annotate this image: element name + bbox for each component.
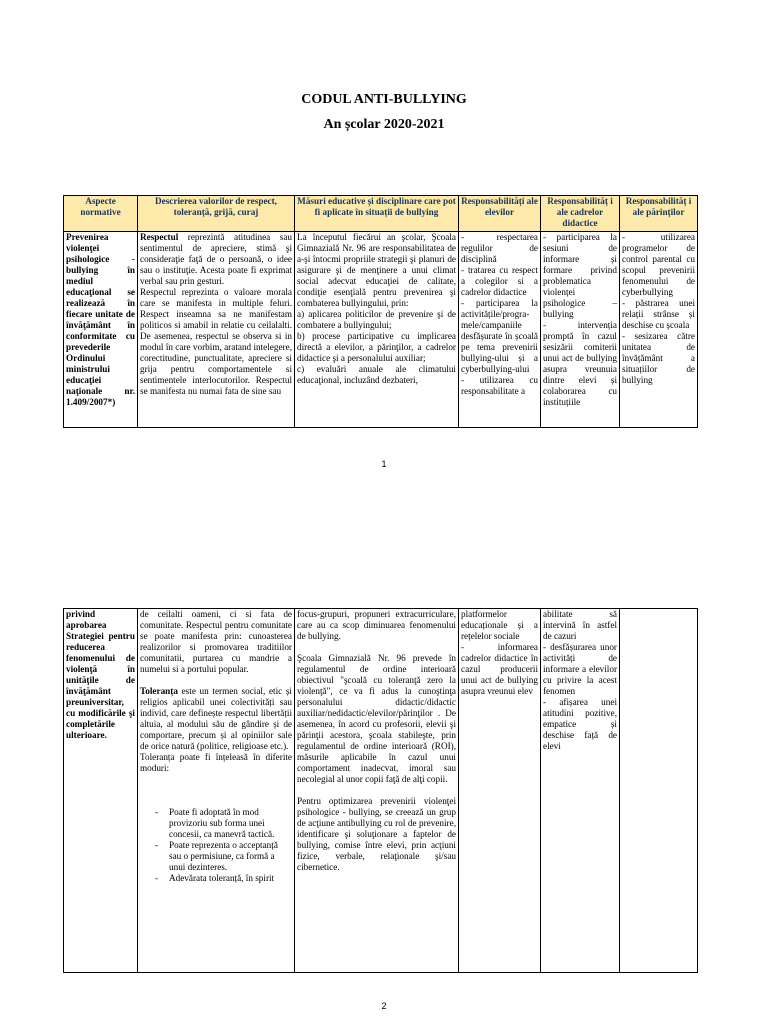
cell-descrierea-valorilor [138,232,295,428]
masuri-intro: La începutul fiecărui an şcolar, Şcoala Gimnazială Nr. 96 are responsabilitatea de a-şi întocmi propriile strategii şi planuri de asigurare şi de menţinere a unui climat social adecvat educaţiei de calitate, condiţie esenţială pentru prevenirea şi combaterea bullyingului, prin: [297,232,456,308]
list-item: - Adevărata toleranță, în spirit [169,873,292,884]
cell-resp-cadre [541,609,620,973]
toleranta-list [140,807,292,884]
page-number: 1 [381,459,387,469]
toleranta-term: Toleranța [140,686,178,696]
cadre-item: - desfășurarea unor activități de informare a elevilor cu privire la acest fenomen [543,642,617,696]
table-row [64,232,698,428]
cell-resp-parinti [620,609,698,973]
header-masuri: Măsuri educative și disciplinare care pot fi aplicate în situații de bullying [295,196,459,232]
masuri-regulament: Şcoala Gimnazială Nr. 96 prevede în regulamentul de ordine interioară obiectivul "şcoală cu toleranţă zero la violenţă", ce va fi adus la cunoştinţa personalului didactic/didactic auxiliar/nedidactic/elevilor/părinţilor . De asemenea, în acord cu profesorii, elevii şi părinţii acestora, şcoala stabileşte, prin regulamentul de ordine interioară (ROI), măsurile aplicabile în cazul unui comportament inadecvat, imoral sau necolegial al unor copii faţă de alţi copii. [297,653,456,784]
list-item: - Poate fi adoptată în mod provizoriu sub forma unei concesii, ca manevră tactică. [169,807,292,840]
parinti-item: - sesizarea către unitatea de învățământ a situațiilor de bullying [622,331,695,385]
toleranta-intro: Toleranța poate fi înțeleasă în diferite moduri: [140,752,292,773]
page-number: 2 [381,1001,387,1011]
cell-masuri-educative [295,232,459,428]
masuri-item-b: b) procese participative cu implicarea directă a elevilor, a părinţilor, a cadrelor didactice şi a personalului auxiliar; [297,331,456,363]
elevi-item: - informarea cadrelor didactice în cazul producerii unui act de bullying asupra vreunui elev [461,642,538,696]
elevi-item: - tratarea cu respect a colegilor si a cadrelor didactice [461,265,538,297]
cell-resp-parinti [620,232,698,428]
table-row [64,609,698,973]
parinti-item: - păstrarea unei relații strânse și deschise cu școala [622,298,695,330]
cell-aspecte-normative: Prevenirea violenţei psihologice - bullying în mediul educaţional se realizează în fiecare unitate de învăţământ în conformitate cu prevederile Ordinului ministrului educaţiei naţionale nr. 1.409/2007*) [64,232,138,428]
toleranta-definition: este un termen social, etic și religios aplicabil unei colectivități sau individ, care definește respectul libertății altuia, al modului său de gândire și de comportare, precum și al opiniilor sale de orice natură (politice, religioase etc.). [140,686,292,751]
masuri-item-c: c) evaluări anuale ale climatului educaţional, incluzând dezbateri, [297,364,456,385]
header-resp-elevi: Responsabilități ale elevilor [459,196,541,232]
document-title: CODUL ANTI-BULLYING [301,92,467,107]
header-descrierea: Descrierea valorilor de respect, toleranță, grijă, curaj [138,196,295,232]
elevi-item: platformelor educaționale și a rețelelor sociale [461,609,538,641]
cell-descrierea-valorilor [138,609,295,973]
anti-bullying-table-page2 [63,608,698,973]
masuri-continuation: focus-grupuri, propuneri extracurriculare, care au ca scop diminuarea fenomenului de bullying. [297,609,456,641]
header-resp-parinti: Responsabilităț i ale părinților [620,196,698,232]
document-subtitle: An școlar 2020-2021 [323,117,445,132]
elevi-item: - utilizarea cu responsabilitate a [461,375,538,396]
table-header-row [64,196,698,232]
cell-resp-elevi [459,609,541,973]
cadre-item: - afișarea unei atitudini pozitive, empatice și deschise față de elevi [543,697,617,751]
elevi-item: - participarea la activitățile/progra-mele/campaniile desfășurate în școală pe tema prevenirii bullying-ului și a cyberbullying-ului [461,298,538,374]
cadre-item: abilitate să intervină în astfel de cazuri [543,609,617,641]
masuri-grup-actiune: Pentru optimizarea prevenirii violenţei psihologice - bullying, se creează un grup de acţiune antibullying cu rol de prevenire, identificare şi soluţionare a faptelor de bullying, comise între elevi, prin acţiuni fizice, verbale, relaţionale şi/sau cibernetice. [297,796,456,872]
cell-aspecte-normative: privind aprobarea Strategiei pentru reducerea fenomenului de violenţă în unităţile de învăţământ preuniversitar, cu modificările şi completările ulterioare. [64,609,138,973]
cell-resp-elevi [459,232,541,428]
respect-definition: reprezintă atitudinea sau sentimentul de apreciere, stimă şi consideraţie faţă de o persoană, o idee sau o instituţie. Acesta poate fi exprimat verbal sau prin gesturi. [140,232,292,286]
cadre-item: - intervenția promptă în cazul sesizării comiterii unui act de bullying asupra vreunuia dintre elevi și colaborarea cu instituțiile [543,320,617,407]
respect-paragraph: Respectul reprezinta o valoare morala care se manifesta in multiple feluri. Respect inseamna sa ne manifestam politicos si amabil in relatie cu ceilalalti. De asemenea, respectul se observa si in modul în care vorbim, aratand intelegere, corectitudine, punctualitate, apreciere si grija pentru comportamentele si sentimentele interlocutorilor. Respectul se manifesta nu numai fata de sine sau [140,287,292,396]
parinti-item: - utilizarea programelor de control parental cu scopul prevenirii fenomenului de cyberbullying [622,232,695,297]
elevi-item: - respectarea regulilor de disciplină [461,232,538,264]
header-resp-cadre: Responsabilităț i ale cadrelor didactice [541,196,620,232]
respect-term: Respectul [140,232,179,242]
cell-masuri-educative [295,609,459,973]
cadre-item: - participarea la sesiuni de informare și formare privind problematica violenței psihologice – bullying [543,232,617,319]
header-aspecte: Aspecte normative [64,196,138,232]
respect-continuation: de ceilalti oameni, ci si fata de comunitate. Respectul pentru comunitate se poate manifesta prin: cunoasterea realizorilor si promovarea traditiilor comunitatii, purtarea cu mandrie a numelui si a portului popular. [140,609,292,674]
cell-resp-cadre [541,232,620,428]
masuri-item-a: a) aplicarea politicilor de prevenire şi de combatere a bullyingului; [297,309,456,330]
anti-bullying-table-page1 [63,195,698,428]
list-item: - Poate reprezenta o acceptanță sau o permisiune, ca formă a unui dezinteres. [169,840,292,873]
